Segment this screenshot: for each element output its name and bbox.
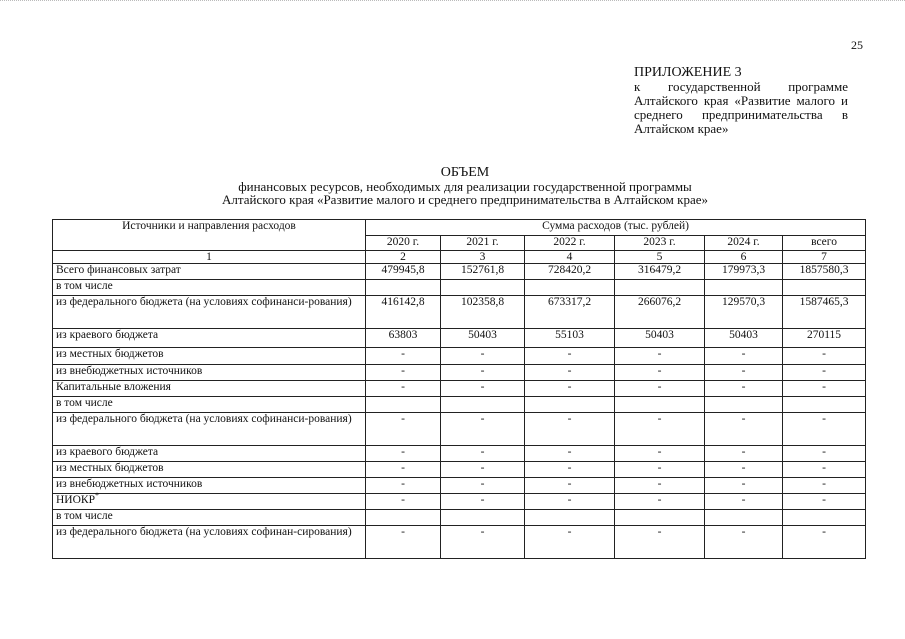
header-year: 2024 г. bbox=[705, 236, 783, 251]
table-cell: - bbox=[441, 494, 525, 510]
row-label bbox=[53, 526, 366, 559]
row-label bbox=[53, 446, 366, 462]
header-year: 2023 г. bbox=[615, 236, 705, 251]
row-label-text: из местных бюджетов bbox=[56, 348, 164, 360]
table-row bbox=[53, 280, 866, 296]
row-label-text: НИОКР bbox=[56, 494, 95, 506]
table-cell: - bbox=[366, 526, 441, 559]
table-cell: - bbox=[525, 381, 615, 397]
row-label bbox=[53, 296, 366, 329]
table-row bbox=[53, 264, 866, 280]
table-cell: 55103 bbox=[525, 329, 615, 348]
table-cell: - bbox=[783, 478, 866, 494]
table-cell: 179973,3 bbox=[705, 264, 783, 280]
table-cell: - bbox=[783, 348, 866, 365]
table-cell: 270115 bbox=[783, 329, 866, 348]
row-label bbox=[53, 413, 366, 446]
table-cell: - bbox=[441, 462, 525, 478]
row-label bbox=[53, 462, 366, 478]
table-cell: - bbox=[705, 446, 783, 462]
row-label-text: из федерального бюджета (на условиях софинан-сирования) bbox=[56, 526, 352, 538]
table-cell: - bbox=[366, 462, 441, 478]
table-cell: - bbox=[366, 446, 441, 462]
table-cell: - bbox=[783, 381, 866, 397]
table-cell: - bbox=[441, 348, 525, 365]
scan-edge bbox=[0, 0, 905, 4]
table-cell bbox=[441, 510, 525, 526]
column-number: 1 bbox=[53, 251, 366, 264]
row-label-text: Капитальные вложения bbox=[56, 381, 171, 393]
table-row bbox=[53, 329, 866, 348]
table-cell: 316479,2 bbox=[615, 264, 705, 280]
table-row bbox=[53, 381, 866, 397]
table-cell: - bbox=[441, 381, 525, 397]
table-cell: 152761,8 bbox=[441, 264, 525, 280]
table-cell: - bbox=[615, 526, 705, 559]
row-label-text: Всего финансовых затрат bbox=[56, 264, 181, 276]
table-cell: - bbox=[525, 478, 615, 494]
row-label bbox=[53, 280, 366, 296]
row-label bbox=[53, 329, 366, 348]
row-label bbox=[53, 381, 366, 397]
table-cell: - bbox=[441, 446, 525, 462]
table-cell: - bbox=[783, 446, 866, 462]
table-cell bbox=[441, 280, 525, 296]
title-line-2: Алтайского края «Развитие малого и среднего предпринимательства в Алтайском крае» bbox=[222, 192, 708, 207]
table-cell bbox=[705, 397, 783, 413]
table-cell bbox=[783, 280, 866, 296]
table-cell bbox=[441, 397, 525, 413]
table-cell: - bbox=[525, 526, 615, 559]
title-main: ОБЪЕМ bbox=[440, 165, 490, 180]
table-cell: 1587465,3 bbox=[783, 296, 866, 329]
table-cell: - bbox=[705, 381, 783, 397]
table-row bbox=[53, 365, 866, 381]
row-label bbox=[53, 348, 366, 365]
document-title bbox=[140, 166, 790, 207]
table-cell bbox=[525, 510, 615, 526]
financing-table bbox=[52, 219, 866, 559]
table-row bbox=[53, 413, 866, 446]
table-cell: - bbox=[525, 446, 615, 462]
table-cell: - bbox=[366, 494, 441, 510]
row-label bbox=[53, 491, 366, 510]
row-label-text: из федерального бюджета (на условиях софинанси-рования) bbox=[56, 296, 352, 308]
table-row bbox=[53, 510, 866, 526]
table-cell: - bbox=[705, 478, 783, 494]
row-label-text: из федерального бюджета (на условиях софинанси-рования) bbox=[56, 413, 352, 425]
table-cell: 102358,8 bbox=[441, 296, 525, 329]
table-cell: 50403 bbox=[441, 329, 525, 348]
appendix-block bbox=[634, 66, 848, 136]
table-cell bbox=[783, 510, 866, 526]
table-cell bbox=[615, 510, 705, 526]
row-label-text: из краевого бюджета bbox=[56, 329, 159, 341]
table-cell bbox=[366, 510, 441, 526]
table-cell: 50403 bbox=[615, 329, 705, 348]
table-cell bbox=[615, 280, 705, 296]
table-row bbox=[53, 478, 866, 494]
table-cell: - bbox=[366, 478, 441, 494]
header-year: всего bbox=[783, 236, 866, 251]
table-cell: - bbox=[615, 462, 705, 478]
table-cell: - bbox=[525, 365, 615, 381]
row-label-text: из местных бюджетов bbox=[56, 462, 164, 474]
row-label-text: в том числе bbox=[56, 510, 113, 522]
table-cell: - bbox=[441, 413, 525, 446]
table-cell: 1857580,3 bbox=[783, 264, 866, 280]
column-number: 5 bbox=[615, 251, 705, 264]
table-cell: - bbox=[615, 494, 705, 510]
table-cell: - bbox=[783, 462, 866, 478]
table-cell: - bbox=[615, 365, 705, 381]
column-number: 4 bbox=[525, 251, 615, 264]
row-label bbox=[53, 397, 366, 413]
table-cell: - bbox=[615, 446, 705, 462]
table-cell: - bbox=[441, 478, 525, 494]
table-cell: - bbox=[705, 462, 783, 478]
row-label-text: из внебюджетных источников bbox=[56, 365, 203, 377]
table-row bbox=[53, 446, 866, 462]
table-row bbox=[53, 397, 866, 413]
table-cell bbox=[366, 280, 441, 296]
table-cell: - bbox=[615, 413, 705, 446]
column-number: 6 bbox=[705, 251, 783, 264]
header-year: 2020 г. bbox=[366, 236, 441, 251]
table-cell bbox=[705, 280, 783, 296]
header-sum: Сумма расходов (тыс. рублей) bbox=[366, 220, 866, 236]
table-cell bbox=[615, 397, 705, 413]
column-number: 7 bbox=[783, 251, 866, 264]
table-cell bbox=[525, 280, 615, 296]
row-label-text: из внебюджетных источников bbox=[56, 478, 203, 490]
table-cell: - bbox=[705, 526, 783, 559]
column-number: 2 bbox=[366, 251, 441, 264]
table-cell: - bbox=[783, 526, 866, 559]
row-label-text: в том числе bbox=[56, 397, 113, 409]
table-cell: - bbox=[525, 462, 615, 478]
table-cell: - bbox=[525, 413, 615, 446]
title-line-1: финансовых ресурсов, необходимых для реализации государственной программы bbox=[238, 178, 692, 194]
table-row bbox=[53, 494, 866, 510]
table-cell: - bbox=[705, 413, 783, 446]
table-cell: 728420,2 bbox=[525, 264, 615, 280]
table-cell: - bbox=[525, 494, 615, 510]
header-source: Источники и направления расходов bbox=[53, 220, 366, 251]
appendix-heading: ПРИЛОЖЕНИЕ 3 bbox=[634, 65, 742, 80]
table-row bbox=[53, 526, 866, 559]
table-cell: - bbox=[366, 348, 441, 365]
table-cell: 479945,8 bbox=[366, 264, 441, 280]
table-cell bbox=[705, 510, 783, 526]
column-number: 3 bbox=[441, 251, 525, 264]
row-label-text: из краевого бюджета bbox=[56, 446, 159, 458]
table-cell: - bbox=[366, 365, 441, 381]
appendix-text: к государственной программе Алтайского края «Развитие малого и среднего предпринимательства в Алтайском крае» bbox=[634, 79, 848, 136]
header-year: 2022 г. bbox=[525, 236, 615, 251]
table-row bbox=[53, 348, 866, 365]
table-cell: - bbox=[783, 413, 866, 446]
table-cell: - bbox=[705, 365, 783, 381]
table-cell bbox=[525, 397, 615, 413]
table-cell: - bbox=[705, 494, 783, 510]
table-cell: 50403 bbox=[705, 329, 783, 348]
row-label bbox=[53, 510, 366, 526]
table-cell: - bbox=[441, 365, 525, 381]
row-label bbox=[53, 264, 366, 280]
table-cell bbox=[783, 397, 866, 413]
row-label bbox=[53, 478, 366, 494]
table-row bbox=[53, 462, 866, 478]
table-cell: - bbox=[783, 494, 866, 510]
header-year: 2021 г. bbox=[441, 236, 525, 251]
table-cell: - bbox=[366, 381, 441, 397]
row-label-text: в том числе bbox=[56, 280, 113, 292]
row-label bbox=[53, 365, 366, 381]
table-cell: - bbox=[783, 365, 866, 381]
table-cell: 63803 bbox=[366, 329, 441, 348]
table-cell: 673317,2 bbox=[525, 296, 615, 329]
table-cell: 416142,8 bbox=[366, 296, 441, 329]
table-cell: 266076,2 bbox=[615, 296, 705, 329]
page-number: 25 bbox=[851, 38, 863, 52]
table-cell: - bbox=[705, 348, 783, 365]
table-cell: - bbox=[615, 478, 705, 494]
table-cell: - bbox=[615, 348, 705, 365]
table-cell: - bbox=[615, 381, 705, 397]
table-cell: - bbox=[525, 348, 615, 365]
table-cell: - bbox=[441, 526, 525, 559]
table-cell bbox=[366, 397, 441, 413]
table-row bbox=[53, 296, 866, 329]
footnote-marker: * bbox=[94, 491, 99, 501]
table-cell: - bbox=[366, 413, 441, 446]
table-cell: 129570,3 bbox=[705, 296, 783, 329]
